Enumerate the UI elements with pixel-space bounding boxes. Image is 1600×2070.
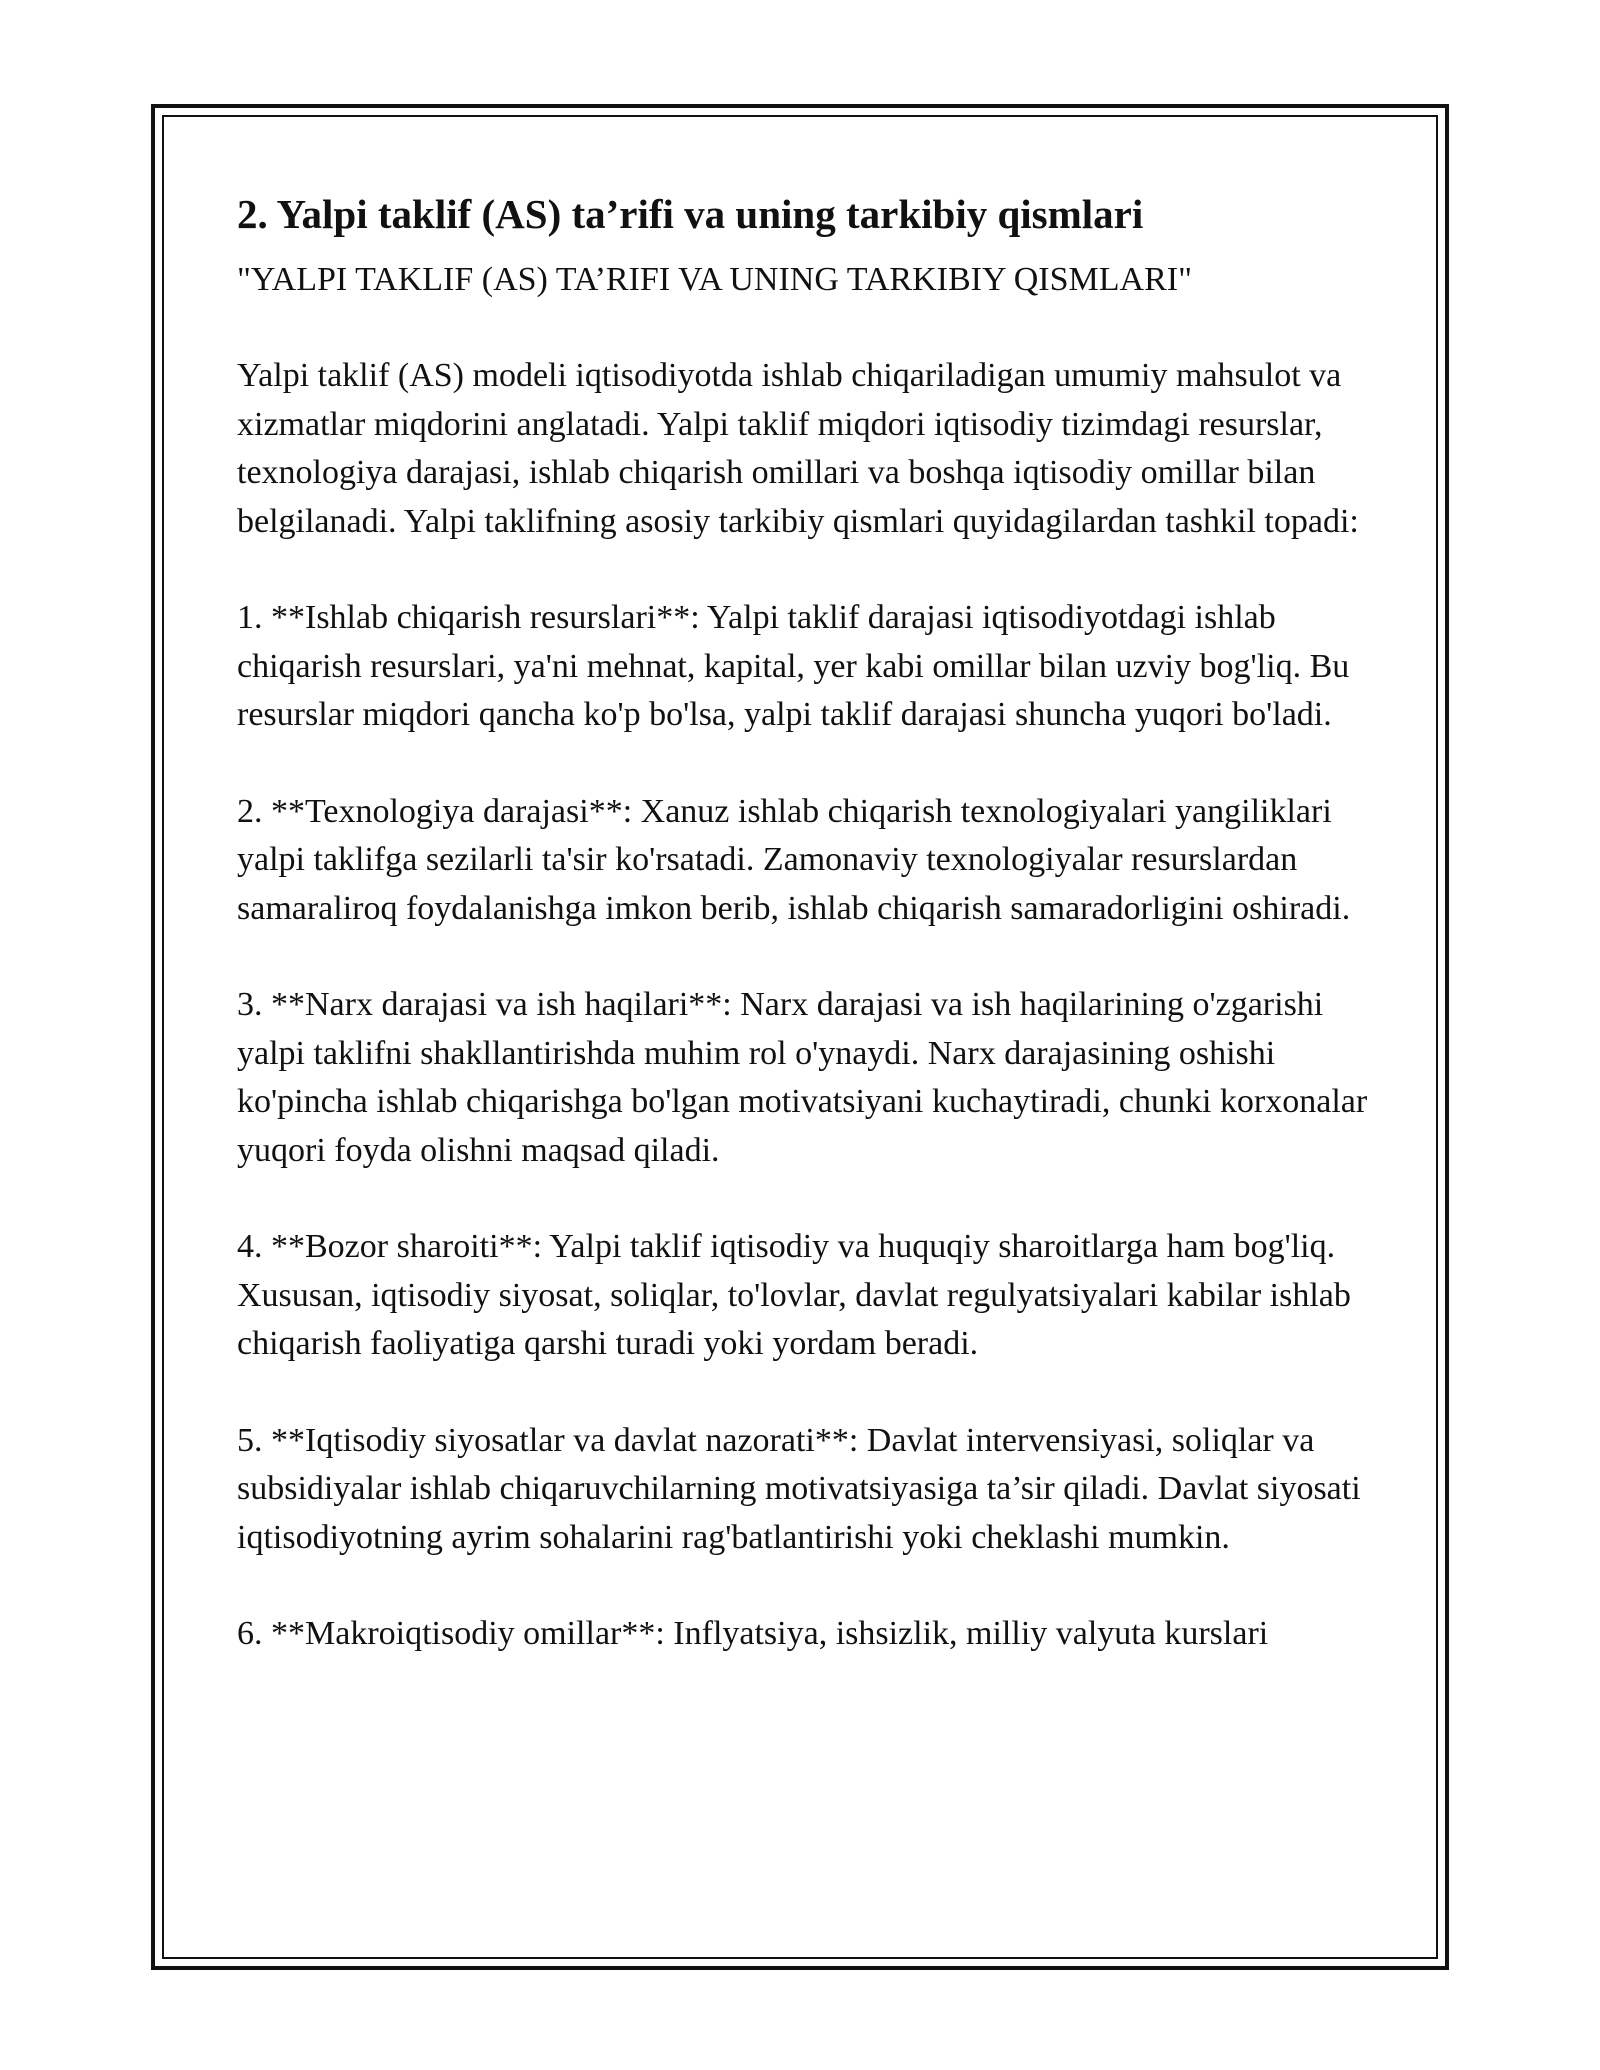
list-item-5: 5. **Iqtisodiy siyosatlar va davlat nazorati**: Davlat intervensiyasi, soliqlar va subsidiyalar ishlab chiqaruvchilarning motivatsiyasiga ta’sir qiladi. Davlat siyosati iqtisodiyotning ayrim sohalarini rag'batlantirishi yoki cheklashi mumkin.: [237, 1421, 1361, 1556]
section-subtitle: "YALPI TAKLIF (AS) TA’RIFI VA UNING TARKIBIY QISMLARI": [237, 261, 1192, 298]
document-body: [237, 190, 1377, 1659]
intro-paragraph: Yalpi taklif (AS) modeli iqtisodiyotda ishlab chiqariladigan umumiy mahsulot va xizmatlar miqdorini anglatadi. Yalpi taklif miqdori iqtisodiy tizimdagi resurslar, texnologiya darajasi, ishlab chiqarish omillari va boshqa iqtisodiy omillar bilan belgilanadi. Yalpi taklifning asosiy tarkibiy qismlari quyidagilardan tashkil topadi:: [237, 357, 1359, 540]
section-heading: 2. Yalpi taklif (AS) ta’rifi va uning tarkibiy qismlari: [237, 191, 1144, 237]
list-item-4: 4. **Bozor sharoiti**: Yalpi taklif iqtisodiy va huquqiy sharoitlarga ham bog'liq. Xususan, iqtisodiy siyosat, soliqlar, to'lovlar, davlat regulyatsiyalari kabilar ishlab chiqarish faoliyatiga qarshi turadi yoki yordam beradi.: [237, 1228, 1351, 1362]
list-item-1: 1. **Ishlab chiqarish resurslari**: Yalpi taklif darajasi iqtisodiyotdagi ishlab chiqarish resurslari, ya'ni mehnat, kapital, yer kabi omillar bilan uzviy bog'liq. Bu resurslar miqdori qancha ko'p bo'lsa, yalpi taklif darajasi shuncha yuqori bo'ladi.: [237, 599, 1350, 733]
list-item-2: 2. **Texnologiya darajasi**: Xanuz ishlab chiqarish texnologiyalari yangiliklari yalpi taklifga sezilarli ta'sir ko'rsatadi. Zamonaviy texnologiyalar resurslardan samaraliroq foydalanishga imkon berib, ishlab chiqarish samaradorligini oshiradi.: [237, 792, 1351, 927]
list-item-6: 6. **Makroiqtisodiy omillar**: Inflyatsiya, ishsizlik, milliy valyuta kurslari: [237, 1615, 1269, 1652]
list-item-3: 3. **Narx darajasi va ish haqilari**: Narx darajasi va ish haqilarining o'zgarishi yalpi taklifni shakllantirishda muhim rol o'ynaydi. Narx darajasining oshishi ko'pincha ishlab chiqarishga bo'lgan motivatsiyani kuchaytiradi, chunki korxonalar yuqori foyda olishni maqsad qiladi.: [237, 986, 1368, 1169]
